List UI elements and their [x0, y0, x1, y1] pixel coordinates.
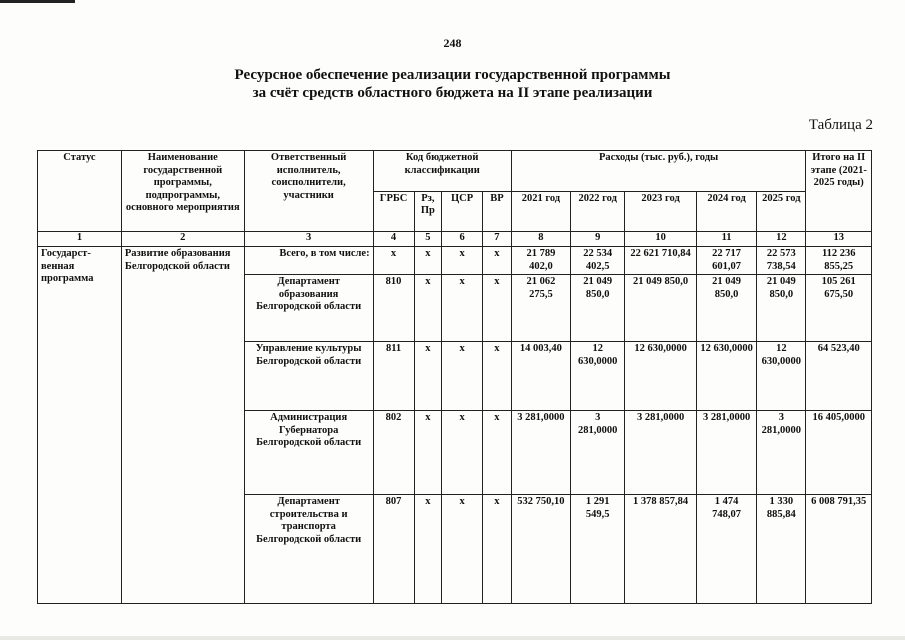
header-grbs: ГРБС [373, 191, 414, 232]
header-responsible: Ответственный исполнитель, соисполнители, участники [244, 151, 373, 232]
table-label: Таблица 2 [808, 117, 873, 133]
scan-bottom-edge [0, 636, 905, 640]
column-number: 3 [244, 232, 373, 247]
responsible-cell: Администрация Губернатора Белгородской области [244, 411, 373, 495]
value-2025-cell: 3 281,0000 [757, 411, 806, 495]
value-2024-cell: 21 049 850,0 [696, 275, 756, 342]
value-2021-cell: 14 003,40 [511, 342, 570, 411]
total-cell: 64 523,40 [806, 342, 872, 411]
status-cell: Государст-венная программа [38, 247, 122, 604]
column-number: 1 [38, 232, 122, 247]
total-cell: 105 261 675,50 [806, 275, 872, 342]
responsible-cell: Департамент строительства и транспорта Белгородской области [244, 495, 373, 604]
header-name: Наименование государственной программы, подпрограммы, основного мероприятия [121, 151, 244, 232]
value-2025-cell: 1 330 885,84 [757, 495, 806, 604]
rzpr-cell: х [414, 275, 442, 342]
column-number: 10 [625, 232, 697, 247]
csr-cell: х [442, 411, 483, 495]
header-row-1 [38, 151, 872, 192]
scan-edge-mark [0, 0, 75, 3]
rzpr-cell: х [414, 411, 442, 495]
csr-cell: х [442, 495, 483, 604]
responsible-cell: Департамент образования Белгородской области [244, 275, 373, 342]
value-2022-cell: 1 291 549,5 [571, 495, 625, 604]
csr-cell: х [442, 275, 483, 342]
value-2024-cell: 22 717 601,07 [696, 247, 756, 275]
column-number: 2 [121, 232, 244, 247]
vr-cell: х [483, 411, 512, 495]
header-total: Итого на II этапе (2021-2025 годы) [806, 151, 872, 232]
value-2022-cell: 21 049 850,0 [571, 275, 625, 342]
header-2022: 2022 год [571, 191, 625, 232]
value-2021-cell: 532 750,10 [511, 495, 570, 604]
header-2021: 2021 год [511, 191, 570, 232]
column-number-row [38, 232, 872, 247]
header-2025: 2025 год [757, 191, 806, 232]
value-2025-cell: 12 630,0000 [757, 342, 806, 411]
value-2025-cell: 22 573 738,54 [757, 247, 806, 275]
vr-cell: х [483, 247, 512, 275]
total-cell: 6 008 791,35 [806, 495, 872, 604]
column-number: 13 [806, 232, 872, 247]
header-rzpr: Рз, Пр [414, 191, 442, 232]
column-number: 9 [571, 232, 625, 247]
value-2023-cell: 1 378 857,84 [625, 495, 697, 604]
column-number: 11 [696, 232, 756, 247]
rzpr-cell: х [414, 495, 442, 604]
value-2025-cell: 21 049 850,0 [757, 275, 806, 342]
grbs-cell: 810 [373, 275, 414, 342]
value-2021-cell: 21 789 402,0 [511, 247, 570, 275]
total-cell: 16 405,0000 [806, 411, 872, 495]
grbs-cell: 807 [373, 495, 414, 604]
title-line-2: за счёт средств областного бюджета на II этапе реализации [252, 85, 653, 101]
vr-cell: х [483, 342, 512, 411]
responsible-cell: Всего, в том числе: [244, 247, 373, 275]
header-2023: 2023 год [625, 191, 697, 232]
csr-cell: х [442, 247, 483, 275]
value-2023-cell: 3 281,0000 [625, 411, 697, 495]
value-2021-cell: 3 281,0000 [511, 411, 570, 495]
value-2021-cell: 21 062 275,5 [511, 275, 570, 342]
rzpr-cell: х [414, 247, 442, 275]
column-number: 6 [442, 232, 483, 247]
value-2024-cell: 1 474 748,07 [696, 495, 756, 604]
value-2023-cell: 21 049 850,0 [625, 275, 697, 342]
document-title [0, 66, 905, 102]
resource-table [37, 150, 872, 604]
header-2024: 2024 год [696, 191, 756, 232]
grbs-cell: х [373, 247, 414, 275]
header-expenses-group: Расходы (тыс. руб.), годы [511, 151, 806, 192]
column-number: 12 [757, 232, 806, 247]
rzpr-cell: х [414, 342, 442, 411]
column-number: 4 [373, 232, 414, 247]
page-number: 248 [443, 36, 462, 50]
grbs-cell: 811 [373, 342, 414, 411]
vr-cell: х [483, 495, 512, 604]
value-2022-cell: 22 534 402,5 [571, 247, 625, 275]
column-number: 5 [414, 232, 442, 247]
table-row [38, 247, 872, 275]
title-line-1: Ресурсное обеспечение реализации государственной программы [234, 67, 671, 83]
header-csr: ЦСР [442, 191, 483, 232]
vr-cell: х [483, 275, 512, 342]
csr-cell: х [442, 342, 483, 411]
value-2022-cell: 3 281,0000 [571, 411, 625, 495]
program-name-cell: Развитие образования Белгородской области [121, 247, 244, 604]
grbs-cell: 802 [373, 411, 414, 495]
column-number: 8 [511, 232, 570, 247]
column-number: 7 [483, 232, 512, 247]
value-2023-cell: 12 630,0000 [625, 342, 697, 411]
header-status: Статус [38, 151, 122, 232]
value-2023-cell: 22 621 710,84 [625, 247, 697, 275]
value-2022-cell: 12 630,0000 [571, 342, 625, 411]
value-2024-cell: 12 630,0000 [696, 342, 756, 411]
value-2024-cell: 3 281,0000 [696, 411, 756, 495]
responsible-cell: Управление культуры Белгородской области [244, 342, 373, 411]
header-vr: ВР [483, 191, 512, 232]
header-code-group: Код бюджетной классификации [373, 151, 511, 192]
total-cell: 112 236 855,25 [806, 247, 872, 275]
